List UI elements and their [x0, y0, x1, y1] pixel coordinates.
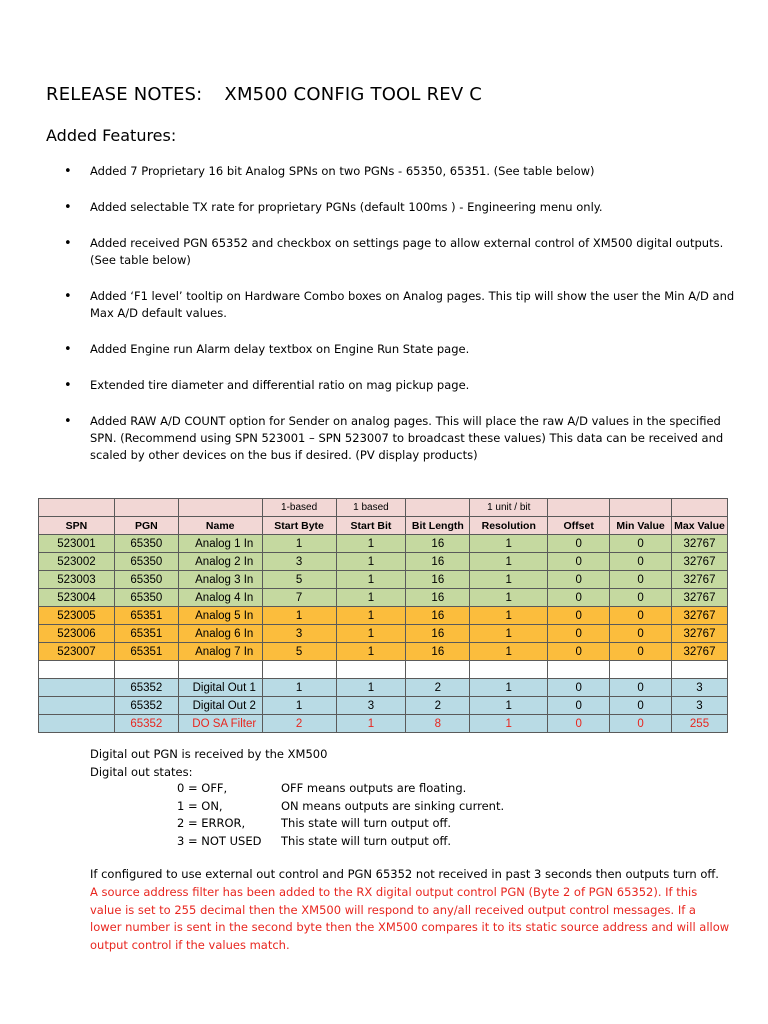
cell-name: Analog 3 In [178, 571, 262, 589]
table-row [39, 625, 728, 643]
cell-name: Digital Out 1 [178, 679, 262, 697]
col-header-start-bit: Start Bit [336, 517, 406, 535]
cell-start-bit [336, 661, 406, 679]
cell-name: Analog 7 In [178, 643, 262, 661]
cell-min-value [610, 661, 672, 679]
cell-start-bit: 1 [336, 553, 406, 571]
state-description: ON means outputs are sinking current. [281, 798, 505, 813]
col-header-min-value: Min Value [610, 517, 672, 535]
cell-offset: 0 [548, 535, 610, 553]
cell-start-byte: 1 [262, 607, 336, 625]
cell-bit-length: 16 [406, 589, 470, 607]
cell-bit-length: 2 [406, 679, 470, 697]
cell-name: Digital Out 2 [178, 697, 262, 715]
cell-offset: 0 [548, 643, 610, 661]
cell-name: Analog 1 In [178, 535, 262, 553]
cell-pgn: 65352 [114, 697, 178, 715]
cell-bit-length: 16 [406, 571, 470, 589]
feature-item: • Added 7 Proprietary 16 bit Analog SPNs on two PGNs - 65350, 65351. (See table below) [62, 163, 742, 180]
cell-start-bit: 1 [336, 715, 406, 733]
cell-start-byte: 5 [262, 643, 336, 661]
cell-name [178, 661, 262, 679]
cell-max-value: 32767 [672, 571, 728, 589]
cell-min-value: 0 [610, 643, 672, 661]
cell-start-byte: 5 [262, 571, 336, 589]
state-row [177, 798, 504, 816]
cell-spn [39, 715, 115, 733]
cell-spn: 523001 [39, 535, 115, 553]
cell-offset: 0 [548, 571, 610, 589]
cell-min-value: 0 [610, 553, 672, 571]
cell-spn: 523004 [39, 589, 115, 607]
cell-pgn: 65352 [114, 715, 178, 733]
cell-resolution: 1 [470, 697, 548, 715]
col-header-resolution: Resolution [470, 517, 548, 535]
cell-offset: 0 [548, 607, 610, 625]
state-row [177, 833, 504, 851]
state-row [177, 815, 504, 833]
feature-item: • Extended tire diameter and differential ratio on mag pickup page. [62, 377, 742, 394]
cell-start-byte: 1 [262, 697, 336, 715]
cell-spn: 523007 [39, 643, 115, 661]
cell-start-byte: 1 [262, 535, 336, 553]
cell-max-value: 32767 [672, 625, 728, 643]
cell-spn [39, 679, 115, 697]
cell-offset: 0 [548, 625, 610, 643]
state-description: This state will turn output off. [281, 833, 452, 848]
table-row [39, 715, 728, 733]
cell-min-value: 0 [610, 715, 672, 733]
cell-min-value: 0 [610, 679, 672, 697]
cell-pgn: 65350 [114, 589, 178, 607]
table-row [39, 589, 728, 607]
table-body [39, 535, 728, 733]
cell-offset: 0 [548, 715, 610, 733]
cell-resolution: 1 [470, 571, 548, 589]
cell-min-value: 0 [610, 607, 672, 625]
cell-start-byte: 3 [262, 625, 336, 643]
cell-max-value: 32767 [672, 643, 728, 661]
cell-min-value: 0 [610, 571, 672, 589]
cell-pgn [114, 661, 178, 679]
cell-spn: 523006 [39, 625, 115, 643]
cell-resolution: 1 [470, 553, 548, 571]
title-product: XM500 CONFIG TOOL REV C [224, 84, 483, 105]
table-row [39, 661, 728, 679]
col-header-max-value: Max Value [672, 517, 728, 535]
subheader-start-byte: 1-based [262, 499, 336, 517]
state-code: 1 = ON, [177, 798, 223, 813]
table-header-row [39, 517, 728, 535]
table-row [39, 553, 728, 571]
col-header-bit-length: Bit Length [406, 517, 470, 535]
feature-item: • Added RAW A/D COUNT option for Sender on analog pages. This will place the raw A/D values in the specified SPN. (Recommend using SPN 523001 – SPN 523007 to broadcast these values) This data can be received and scaled by other devices on the bus if desired. (PV display products) [62, 413, 742, 464]
state-row [177, 780, 504, 798]
sa-filter-note: A source address filter has been added to the RX digital output control PGN (Byte 2 of PGN 65352). If this value is set to 255 decimal then the XM500 will respond to any/all received output control messages. If a lower number is sent in the second byte then the XM500 compares it to its static source address and will allow output control if the values match. [90, 885, 730, 952]
cell-offset: 0 [548, 697, 610, 715]
digital-out-states [177, 780, 504, 850]
state-code: 3 = NOT USED [177, 833, 262, 848]
cell-min-value: 0 [610, 697, 672, 715]
cell-start-bit: 1 [336, 589, 406, 607]
note-received: Digital out PGN is received by the XM500 [90, 747, 328, 761]
table-row [39, 643, 728, 661]
cell-bit-length: 8 [406, 715, 470, 733]
cell-spn [39, 697, 115, 715]
cell-name: Analog 4 In [178, 589, 262, 607]
col-header-start-byte: Start Byte [262, 517, 336, 535]
cell-spn [39, 661, 115, 679]
state-code: 2 = ERROR, [177, 816, 246, 830]
cell-start-bit: 3 [336, 697, 406, 715]
col-header-pgn: PGN [114, 517, 178, 535]
cell-pgn: 65351 [114, 643, 178, 661]
cell-offset: 0 [548, 589, 610, 607]
spn-table [38, 498, 728, 733]
cell-resolution: 1 [470, 535, 548, 553]
table-subheader-row [39, 499, 728, 517]
feature-item: • Added received PGN 65352 and checkbox on settings page to allow external control of XM500 digital outputs. (See table below) [62, 235, 742, 269]
digital-out-notes [90, 746, 327, 781]
cell-bit-length [406, 661, 470, 679]
added-features-heading: Added Features: [46, 126, 177, 145]
cell-max-value: 3 [672, 679, 728, 697]
cell-name: Analog 5 In [178, 607, 262, 625]
cell-resolution: 1 [470, 607, 548, 625]
cell-pgn: 65351 [114, 625, 178, 643]
cell-start-bit: 1 [336, 625, 406, 643]
cell-name: Analog 2 In [178, 553, 262, 571]
cell-max-value: 32767 [672, 553, 728, 571]
cell-start-bit: 1 [336, 535, 406, 553]
cell-spn: 523005 [39, 607, 115, 625]
cell-start-bit: 1 [336, 679, 406, 697]
cell-pgn: 65351 [114, 607, 178, 625]
cell-start-byte: 3 [262, 553, 336, 571]
cell-bit-length: 16 [406, 535, 470, 553]
cell-max-value: 3 [672, 697, 728, 715]
cell-resolution [470, 661, 548, 679]
cell-offset [548, 661, 610, 679]
cell-start-bit: 1 [336, 571, 406, 589]
col-header-name: Name [178, 517, 262, 535]
table-row [39, 679, 728, 697]
cell-resolution: 1 [470, 679, 548, 697]
cell-bit-length: 16 [406, 643, 470, 661]
cell-pgn: 65352 [114, 679, 178, 697]
feature-list [62, 163, 742, 464]
table-row [39, 607, 728, 625]
cell-max-value: 255 [672, 715, 728, 733]
cell-pgn: 65350 [114, 553, 178, 571]
note-states-label: Digital out states: [90, 764, 193, 779]
cell-bit-length: 16 [406, 607, 470, 625]
cell-resolution: 1 [470, 625, 548, 643]
timeout-note: If configured to use external out control and PGN 65352 not received in past 3 seconds then outputs turn off. [90, 867, 719, 881]
cell-pgn: 65350 [114, 571, 178, 589]
cell-bit-length: 16 [406, 553, 470, 571]
cell-bit-length: 16 [406, 625, 470, 643]
cell-start-byte: 2 [262, 715, 336, 733]
cell-min-value: 0 [610, 535, 672, 553]
cell-start-byte: 1 [262, 679, 336, 697]
cell-start-bit: 1 [336, 643, 406, 661]
feature-item: • Added Engine run Alarm delay textbox on Engine Run State page. [62, 341, 742, 358]
cell-resolution: 1 [470, 715, 548, 733]
cell-min-value: 0 [610, 589, 672, 607]
state-description: OFF means outputs are floating. [281, 781, 467, 795]
state-description: This state will turn output off. [281, 816, 452, 830]
cell-resolution: 1 [470, 643, 548, 661]
feature-item: • Added selectable TX rate for proprietary PGNs (default 100ms ) - Engineering menu only. [62, 199, 742, 216]
col-header-spn: SPN [39, 517, 115, 535]
cell-start-bit: 1 [336, 607, 406, 625]
cell-spn: 523003 [39, 571, 115, 589]
cell-name: Analog 6 In [178, 625, 262, 643]
table-row [39, 571, 728, 589]
cell-name: DO SA Filter [178, 715, 262, 733]
subheader-start-bit: 1 based [336, 499, 406, 517]
title-label: RELEASE NOTES: [46, 84, 203, 105]
feature-item: • Added ‘F1 level’ tooltip on Hardware Combo boxes on Analog pages. This tip will show the user the Min A/D and Max A/D default values. [62, 288, 742, 322]
cell-resolution: 1 [470, 589, 548, 607]
subheader-resolution: 1 unit / bit [470, 499, 548, 517]
cell-offset: 0 [548, 553, 610, 571]
cell-max-value: 32767 [672, 589, 728, 607]
state-code: 0 = OFF, [177, 781, 228, 795]
cell-offset: 0 [548, 679, 610, 697]
cell-bit-length: 2 [406, 697, 470, 715]
cell-max-value [672, 661, 728, 679]
cell-min-value: 0 [610, 625, 672, 643]
cell-start-byte: 7 [262, 589, 336, 607]
cell-max-value: 32767 [672, 535, 728, 553]
cell-start-byte [262, 661, 336, 679]
cell-spn: 523002 [39, 553, 115, 571]
table-row [39, 535, 728, 553]
table-row [39, 697, 728, 715]
col-header-offset: Offset [548, 517, 610, 535]
cell-pgn: 65350 [114, 535, 178, 553]
page-title [46, 84, 482, 105]
cell-max-value: 32767 [672, 607, 728, 625]
